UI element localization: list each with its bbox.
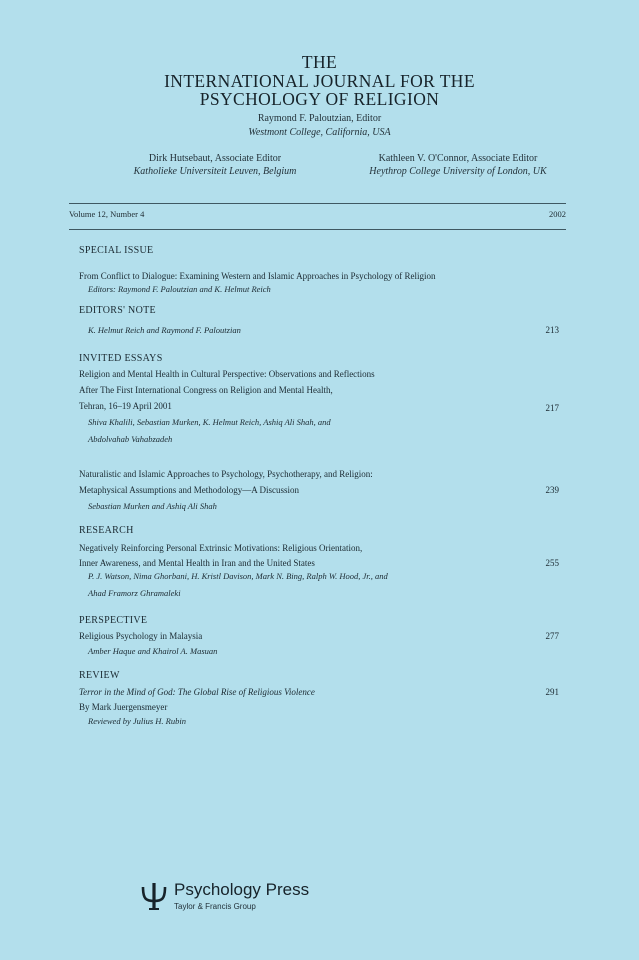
associate-editor-left — [110, 153, 320, 177]
research-authors-line-2: Ahad Framorz Ghramaleki — [88, 588, 181, 598]
associate-editor-right-name: Kathleen V. O'Connor, Associate Editor — [378, 153, 538, 164]
review-reviewer: Reviewed by Julius H. Rubin — [88, 716, 186, 726]
associate-editor-left-affiliation: Katholieke Universiteit Leuven, Belgium — [133, 166, 297, 177]
research-authors-line-1: P. J. Watson, Nima Ghorbani, H. Kristl Davison, Mark N. Bing, Ralph W. Hood, Jr., and — [88, 571, 388, 581]
editors-note-heading: EDITORS' NOTE — [79, 305, 156, 316]
issue-year: 2002 — [549, 209, 566, 219]
associate-editor-left-name: Dirk Hutsebaut, Associate Editor — [148, 153, 282, 164]
essay-1-title-line-3: Tehran, 16–19 April 2001 — [79, 401, 172, 411]
essay-1-title-line-1: Religion and Mental Health in Cultural Perspective: Observations and Reflections — [79, 369, 375, 379]
essay-2-title-line-1: Naturalistic and Islamic Approaches to Psychology, Psychotherapy, and Religion: — [79, 469, 373, 479]
editors-note-authors: K. Helmut Reich and Raymond F. Paloutzian — [88, 325, 241, 335]
essay-1-page: 217 — [545, 403, 559, 413]
research-page: 255 — [545, 558, 559, 568]
journal-title-the: THE — [301, 52, 338, 72]
perspective-heading: PERSPECTIVE — [79, 615, 148, 626]
essay-1-title-line-2: After The First International Congress on Religion and Mental Health, — [79, 385, 333, 395]
essay-2-title-line-2: Metaphysical Assumptions and Methodology—A Discussion — [79, 485, 299, 495]
perspective-authors: Amber Haque and Khairol A. Masuan — [88, 646, 218, 656]
special-issue-title: From Conflict to Dialogue: Examining Western and Islamic Approaches in Psychology of Religion — [79, 271, 436, 281]
research-title-line-2: Inner Awareness, and Mental Health in Iran and the United States — [79, 558, 315, 568]
journal-title-line-1: INTERNATIONAL JOURNAL FOR THE — [164, 71, 475, 91]
top-rule — [69, 203, 566, 204]
publisher-group: Taylor & Francis Group — [174, 902, 256, 911]
associate-editor-right-affiliation: Heythrop College University of London, UK — [369, 166, 547, 177]
review-book-author: By Mark Juergensmeyer — [79, 702, 168, 712]
perspective-page: 277 — [545, 631, 559, 641]
review-heading: REVIEW — [79, 670, 120, 681]
editor-affiliation: Westmont College, California, USA — [248, 127, 391, 138]
journal-title — [0, 72, 639, 108]
invited-essays-heading: INVITED ESSAYS — [79, 353, 163, 364]
editor-name: Raymond F. Paloutzian, Editor — [257, 113, 382, 124]
issue-rule — [69, 229, 566, 230]
publisher-name: Psychology Press — [174, 880, 310, 899]
research-heading: RESEARCH — [79, 525, 134, 536]
essay-1-authors-line-2: Abdolvahab Vahabzadeh — [88, 434, 173, 444]
journal-title-line-2: PSYCHOLOGY OF RELIGION — [199, 89, 440, 109]
issue-line — [69, 209, 566, 219]
essay-2-page: 239 — [545, 485, 559, 495]
review-book-title: Terror in the Mind of God: The Global Rise of Religious Violence — [79, 687, 315, 697]
review-page: 291 — [545, 687, 559, 697]
associate-editor-right — [338, 153, 578, 177]
editors-note-page: 213 — [545, 325, 559, 335]
issue-volume: Volume 12, Number 4 — [69, 209, 145, 219]
essay-1-authors-line-1: Shiva Khalili, Sebastian Murken, K. Helmut Reich, Ashiq Ali Shah, and — [88, 417, 331, 427]
special-issue-editors: Editors: Raymond F. Paloutzian and K. Helmut Reich — [88, 284, 271, 294]
essay-2-authors: Sebastian Murken and Ashiq Ali Shah — [88, 501, 217, 511]
perspective-title: Religious Psychology in Malaysia — [79, 631, 203, 641]
research-title-line-1: Negatively Reinforcing Personal Extrinsic Motivations: Religious Orientation, — [79, 543, 363, 553]
special-issue-heading: SPECIAL ISSUE — [79, 245, 154, 256]
psi-logo-icon — [140, 881, 168, 911]
